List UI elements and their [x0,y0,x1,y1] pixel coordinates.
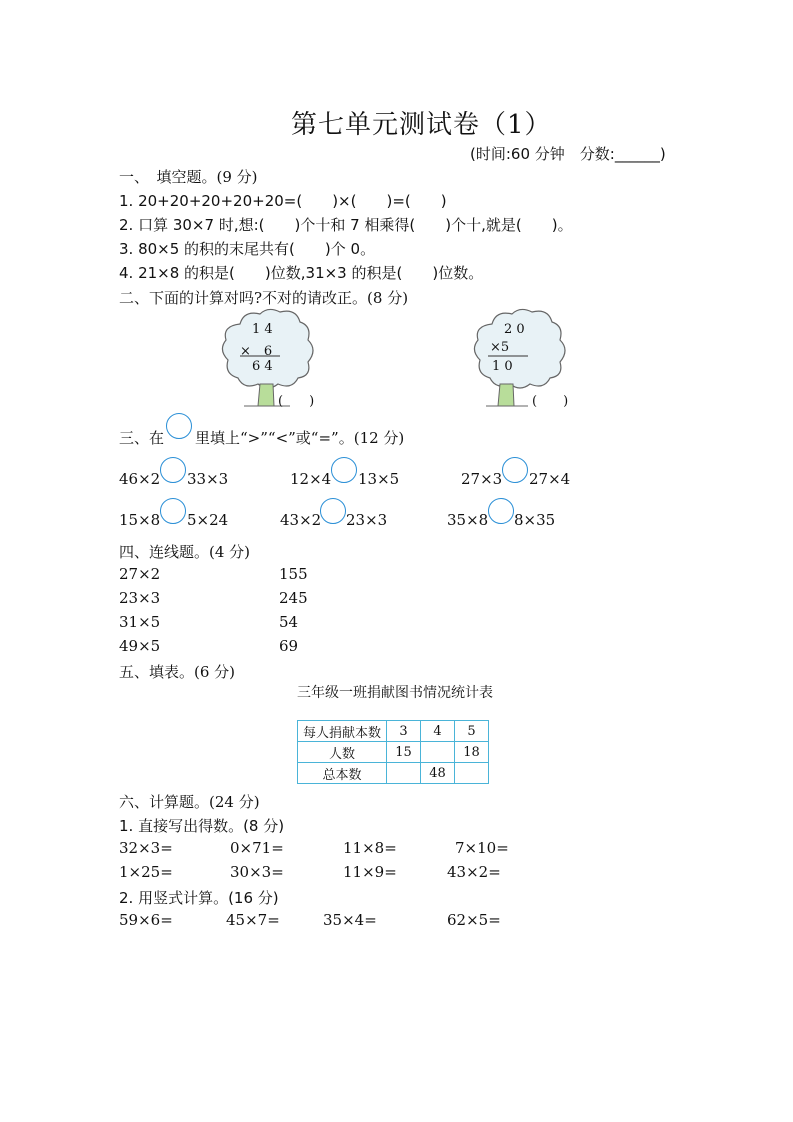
compare-right: 33×3 [187,470,229,488]
compare-circle-input[interactable] [331,457,357,483]
question-1-1: 1. 20+20+20+20+20=( )×( )=( ) [119,192,447,210]
table-cell: 48 [421,763,455,784]
tree2-answer: ( ) [532,394,569,409]
compare-left: 15×8 [119,511,161,529]
compare-right: 13×5 [358,470,400,488]
section1-heading: 一、 填空题。(9 分) [119,168,258,186]
table-cell: 4 [421,721,455,742]
calc-item: 11×9= [343,863,397,881]
tree-problem-2 [470,306,580,412]
heading-circle-icon [166,413,192,439]
match-left-item[interactable]: 31×5 [119,613,161,631]
table-cell: 5 [455,721,489,742]
calc-item: 45×7= [226,911,280,929]
calc-item: 62×5= [447,911,501,929]
calc-item: 7×10= [455,839,509,857]
tree1-multiplicand: 1 4 [252,322,273,337]
match-right-item[interactable]: 155 [279,565,308,583]
tree1-multiplier: × 6 [240,344,273,359]
tree2-multiplier: ×5 [490,340,510,355]
row-label: 每人捐献本数 [298,721,387,742]
compare-circle-input[interactable] [160,498,186,524]
question-1-2: 2. 口算 30×7 时,想:( )个十和 7 相乘得( )个十,就是( )。 [119,216,573,234]
table-cell: 18 [455,742,489,763]
section4-heading: 四、连线题。(4 分) [119,543,251,561]
table-cell-input[interactable] [421,742,455,763]
calc-item: 1×25= [119,863,173,881]
table-title: 三年级一班捐献图书情况统计表 [297,685,493,701]
calc-item: 32×3= [119,839,173,857]
section5-heading: 五、填表。(6 分) [119,663,236,681]
compare-left: 27×3 [461,470,503,488]
match-left-item[interactable]: 27×2 [119,565,161,583]
compare-circle-input[interactable] [488,498,514,524]
compare-circle-input[interactable] [502,457,528,483]
section2-heading: 二、下面的计算对吗?不对的请改正。(8 分) [119,289,409,307]
section6-sub2: 2. 用竖式计算。(16 分) [119,889,279,907]
row-label: 总本数 [298,763,387,784]
compare-circle-input[interactable] [320,498,346,524]
compare-left: 43×2 [280,511,322,529]
tree1-result: 6 4 [252,359,273,374]
tree-problem-1 [218,306,328,412]
question-1-4: 4. 21×8 的积是( )位数,31×3 的积是( )位数。 [119,264,484,282]
exam-info: (时间:60 分钟 分数:______) [470,145,666,163]
row-label: 人数 [298,742,387,763]
table-cell-input[interactable] [387,763,421,784]
calc-item: 35×4= [323,911,377,929]
compare-left: 35×8 [447,511,489,529]
compare-right: 27×4 [529,470,571,488]
compare-left: 46×2 [119,470,161,488]
tree2-result: 1 0 [492,359,513,374]
tree1-answer: ( ) [278,394,315,409]
statistics-table [297,720,489,784]
match-right-item[interactable]: 54 [279,613,299,631]
page-title: 第七单元测试卷（1） [291,110,552,140]
section3-heading-prefix: 三、在 [119,429,165,447]
tree2-multiplicand: 2 0 [504,322,525,337]
compare-right: 23×3 [346,511,388,529]
table-cell: 3 [387,721,421,742]
calc-item: 11×8= [343,839,397,857]
table-cell: 15 [387,742,421,763]
match-right-item[interactable]: 245 [279,589,308,607]
calc-item: 59×6= [119,911,173,929]
compare-circle-input[interactable] [160,457,186,483]
section6-sub1: 1. 直接写出得数。(8 分) [119,817,285,835]
table-row [298,721,489,742]
compare-right: 8×35 [514,511,556,529]
calc-item: 30×3= [230,863,284,881]
table-row [298,763,489,784]
section6-heading: 六、计算题。(24 分) [119,793,260,811]
match-left-item[interactable]: 49×5 [119,637,161,655]
calc-item: 0×71= [230,839,284,857]
table-cell-input[interactable] [455,763,489,784]
question-1-3: 3. 80×5 的积的末尾共有( )个 0。 [119,240,376,258]
calc-item: 43×2= [447,863,501,881]
match-right-item[interactable]: 69 [279,637,299,655]
table-row [298,742,489,763]
compare-left: 12×4 [290,470,332,488]
compare-right: 5×24 [187,511,229,529]
section3-heading-suffix: 里填上“>”“<”或“=”。(12 分) [195,429,405,447]
match-left-item[interactable]: 23×3 [119,589,161,607]
